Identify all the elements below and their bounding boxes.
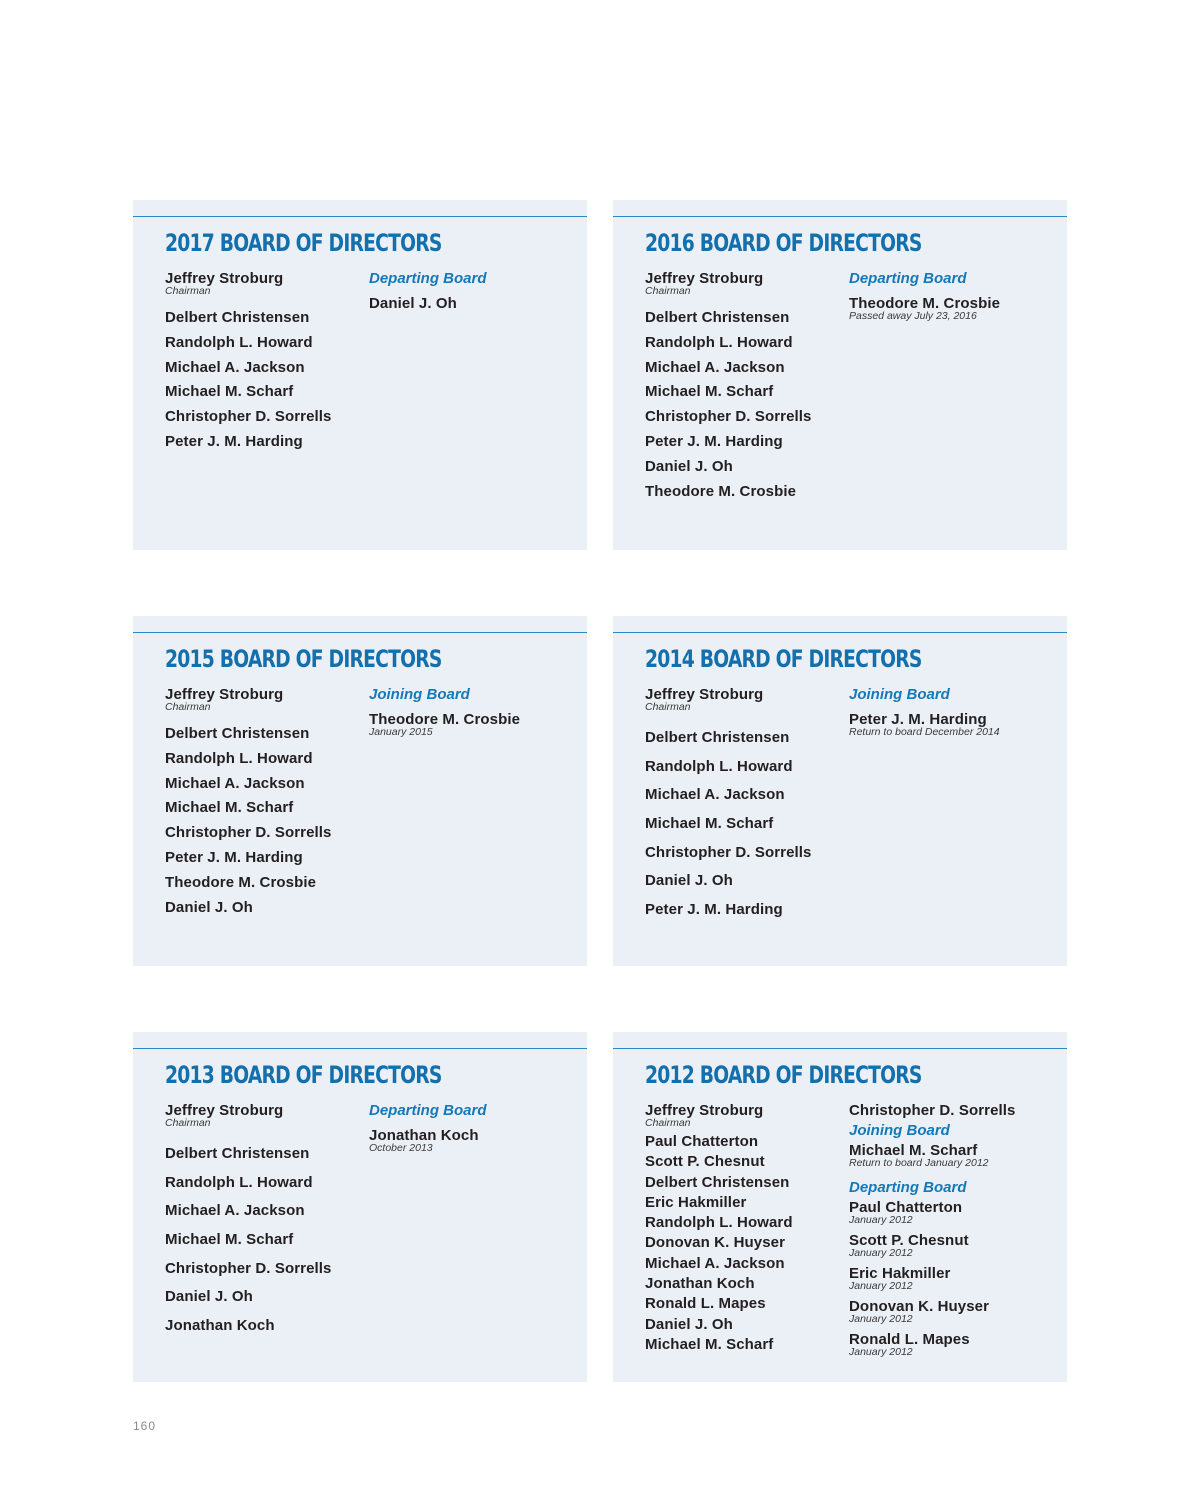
member-name: Peter J. M. Harding xyxy=(165,848,303,866)
member-name: Paul Chatterton xyxy=(645,1133,759,1150)
member-name: Michael A. Jackson xyxy=(645,1254,785,1272)
member-name: Donovan K. Huyser xyxy=(645,1234,786,1252)
member-name: Delbert Christensen xyxy=(645,309,790,326)
member-name: Christopher D. Sorrells xyxy=(645,408,812,426)
departing-name: Eric Hakmiller xyxy=(849,1265,951,1282)
board-2016-changes xyxy=(849,270,1059,322)
member-name: Peter J. M. Harding xyxy=(645,432,783,450)
member-name: Ronald L. Mapes xyxy=(645,1295,766,1313)
board-2014-changes xyxy=(849,686,1059,738)
member-name: Michael M. Scharf xyxy=(645,1335,774,1353)
departing-board-heading: Departing Board xyxy=(849,270,967,287)
panel-rule xyxy=(133,632,587,633)
departing-member xyxy=(849,1199,1059,1226)
member-name: Jonathan Koch xyxy=(645,1275,755,1293)
member-name: Michael M. Scharf xyxy=(165,799,294,817)
panel-rule xyxy=(613,632,1067,633)
departing-note: January 2012 xyxy=(849,1280,913,1292)
member-name: Michael M. Scharf xyxy=(645,383,774,401)
departing-note: January 2012 xyxy=(849,1214,913,1226)
member-name: Michael A. Jackson xyxy=(645,786,785,804)
chairman-note: Chairman xyxy=(645,285,691,297)
board-2014-panel xyxy=(613,616,1067,966)
member-name: Christopher D. Sorrells xyxy=(165,408,332,426)
board-2015-members xyxy=(165,686,365,917)
member-name: Christopher D. Sorrells xyxy=(645,843,812,861)
board-2013-panel xyxy=(133,1032,587,1382)
member-name: Randolph L. Howard xyxy=(165,749,313,767)
board-2014-title: 2014 BOARD OF DIRECTORS xyxy=(645,645,922,673)
panel-rule xyxy=(133,216,587,217)
member-name: Delbert Christensen xyxy=(645,729,790,746)
member-name: Daniel J. Oh xyxy=(645,1315,733,1333)
board-2016-members xyxy=(645,270,845,501)
board-2016-panel xyxy=(613,200,1067,550)
joining-board-heading: Joining Board xyxy=(849,686,950,703)
departing-note: January 2012 xyxy=(849,1346,913,1358)
page-number: 160 xyxy=(133,1419,157,1433)
board-2017-members xyxy=(165,270,365,451)
member-name: Michael M. Scharf xyxy=(165,1231,294,1249)
departing-member xyxy=(849,1298,1059,1325)
member-name: Delbert Christensen xyxy=(165,1145,310,1162)
joining-name: Michael M. Scharf xyxy=(849,1142,978,1159)
joining-board-heading: Joining Board xyxy=(369,686,470,703)
board-2013-changes xyxy=(369,1102,579,1154)
departing-name: Jonathan Koch xyxy=(369,1127,479,1144)
chairman-name: Jeffrey Stroburg xyxy=(165,270,284,287)
member-name: Delbert Christensen xyxy=(165,725,310,742)
joining-name: Peter J. M. Harding xyxy=(849,711,987,728)
departing-name: Theodore M. Crosbie xyxy=(849,295,1001,312)
chairman-name: Jeffrey Stroburg xyxy=(645,686,764,703)
departing-note: January 2012 xyxy=(849,1247,913,1259)
departing-name: Scott P. Chesnut xyxy=(849,1232,969,1249)
member-name: Michael A. Jackson xyxy=(165,774,305,792)
member-name: Jonathan Koch xyxy=(165,1317,275,1335)
chairman xyxy=(165,686,365,713)
member-name: Christopher D. Sorrells xyxy=(849,1102,1016,1119)
member-name: Delbert Christensen xyxy=(165,309,310,326)
member-name: Peter J. M. Harding xyxy=(645,901,783,919)
member-name: Randolph L. Howard xyxy=(165,333,313,351)
member-name: Daniel J. Oh xyxy=(165,1288,253,1306)
chairman-name: Jeffrey Stroburg xyxy=(165,1102,284,1119)
member-name: Michael A. Jackson xyxy=(645,358,785,376)
joining-note: Return to board January 2012 xyxy=(849,1157,989,1169)
departing-name: Donovan K. Huyser xyxy=(849,1298,990,1315)
member-name: Michael A. Jackson xyxy=(165,1202,305,1220)
member-name: Theodore M. Crosbie xyxy=(165,873,317,891)
board-2016-title: 2016 BOARD OF DIRECTORS xyxy=(645,229,922,257)
chairman-note: Chairman xyxy=(645,701,691,713)
board-2012-panel xyxy=(613,1032,1067,1382)
chairman-note: Chairman xyxy=(645,1117,691,1129)
board-2015-title: 2015 BOARD OF DIRECTORS xyxy=(165,645,442,673)
member-name: Peter J. M. Harding xyxy=(165,432,303,450)
member-name: Delbert Christensen xyxy=(645,1173,790,1191)
member-name: Daniel J. Oh xyxy=(165,898,253,916)
member-name: Randolph L. Howard xyxy=(645,1214,793,1232)
departing-note: January 2012 xyxy=(849,1313,913,1325)
departing-note: Passed away July 23, 2016 xyxy=(849,310,977,322)
departing-board-heading: Departing Board xyxy=(369,1102,487,1119)
member-name: Christopher D. Sorrells xyxy=(165,1259,332,1277)
member-name: Randolph L. Howard xyxy=(645,757,793,775)
joining-name: Theodore M. Crosbie xyxy=(369,711,521,728)
chairman xyxy=(645,1102,845,1129)
member-name: Christopher D. Sorrells xyxy=(165,824,332,842)
joining-note: January 2015 xyxy=(369,726,433,738)
departing-member xyxy=(849,1265,1059,1292)
member-name: Michael M. Scharf xyxy=(165,383,294,401)
joining-note: Return to board December 2014 xyxy=(849,726,1000,738)
departing-note: October 2013 xyxy=(369,1142,433,1154)
panel-rule xyxy=(613,1048,1067,1049)
member-name: Randolph L. Howard xyxy=(165,1173,313,1191)
departing-board-heading: Departing Board xyxy=(849,1179,967,1196)
departing-board-heading: Departing Board xyxy=(369,270,487,287)
departing-name: Paul Chatterton xyxy=(849,1199,963,1216)
chairman xyxy=(645,270,845,297)
board-2013-members xyxy=(165,1102,365,1335)
member-name: Daniel J. Oh xyxy=(645,457,733,475)
member-name: Michael A. Jackson xyxy=(165,358,305,376)
member-name: Theodore M. Crosbie xyxy=(645,482,797,500)
board-2015-changes xyxy=(369,686,579,738)
board-2013-title: 2013 BOARD OF DIRECTORS xyxy=(165,1061,442,1089)
panel-rule xyxy=(133,1048,587,1049)
board-2017-changes xyxy=(369,270,579,313)
departing-name: Daniel J. Oh xyxy=(369,295,457,312)
departing-member xyxy=(849,1232,1059,1259)
departing-name: Ronald L. Mapes xyxy=(849,1331,970,1348)
panel-rule xyxy=(613,216,1067,217)
chairman xyxy=(165,270,365,297)
member-name: Eric Hakmiller xyxy=(645,1193,747,1211)
board-2012-members xyxy=(645,1102,845,1354)
board-2012-changes xyxy=(849,1102,1059,1358)
chairman-note: Chairman xyxy=(165,701,211,713)
member-name: Scott P. Chesnut xyxy=(645,1153,765,1171)
joining-board-heading: Joining Board xyxy=(849,1122,950,1139)
board-2014-members xyxy=(645,686,845,919)
chairman-name: Jeffrey Stroburg xyxy=(165,686,284,703)
member-name: Daniel J. Oh xyxy=(645,872,733,890)
board-2017-title: 2017 BOARD OF DIRECTORS xyxy=(165,229,442,257)
chairman xyxy=(645,686,845,713)
chairman-note: Chairman xyxy=(165,285,211,297)
departing-member xyxy=(849,1331,1059,1358)
chairman-note: Chairman xyxy=(165,1117,211,1129)
chairman-name: Jeffrey Stroburg xyxy=(645,1102,764,1119)
chairman-name: Jeffrey Stroburg xyxy=(645,270,764,287)
member-name: Randolph L. Howard xyxy=(645,333,793,351)
board-2017-panel xyxy=(133,200,587,550)
chairman xyxy=(165,1102,365,1129)
board-2012-title: 2012 BOARD OF DIRECTORS xyxy=(645,1061,922,1089)
board-2015-panel xyxy=(133,616,587,966)
member-name: Michael M. Scharf xyxy=(645,815,774,833)
